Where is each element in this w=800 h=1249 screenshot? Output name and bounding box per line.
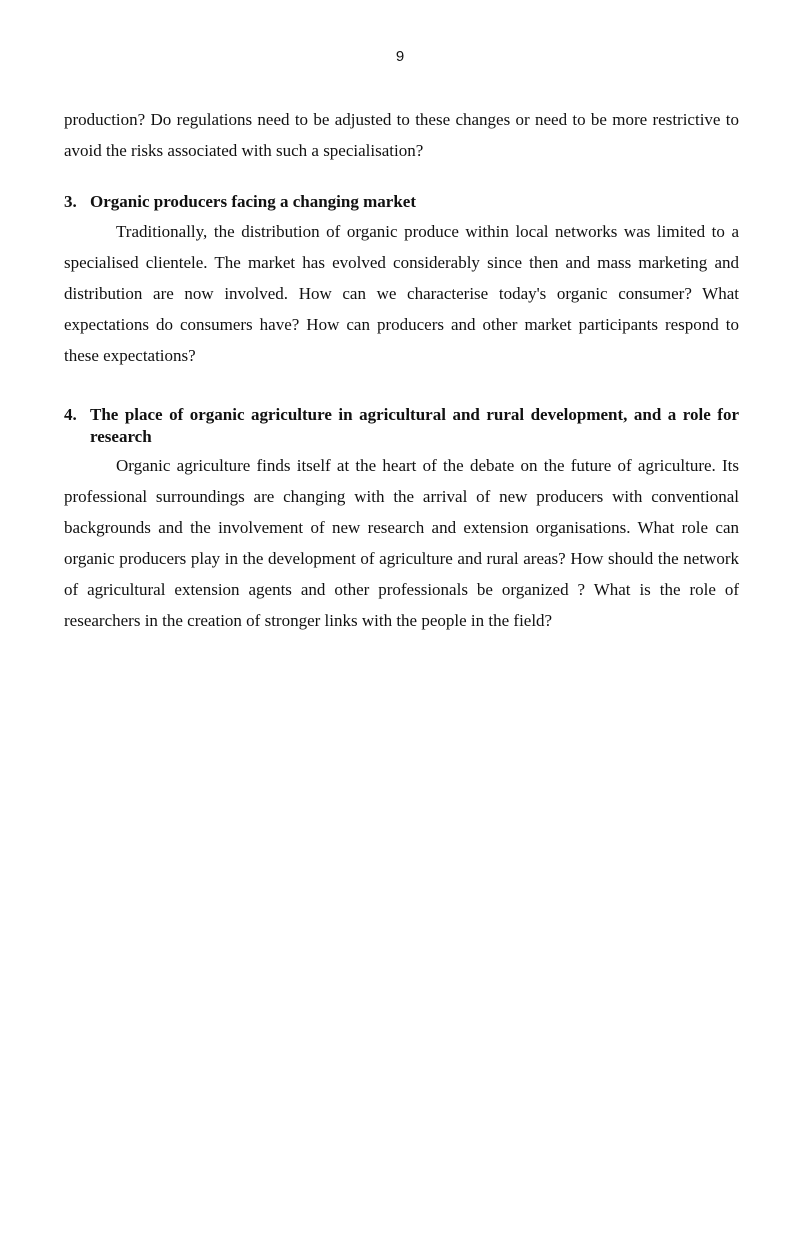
section-4 [64, 404, 739, 636]
section-3 [64, 188, 739, 371]
section-4-number: 4. [64, 405, 77, 424]
section-4-heading [64, 404, 739, 448]
section-4-title: The place of organic agriculture in agricultural and rural development, and a role for research [90, 405, 739, 446]
section-3-number: 3. [64, 192, 77, 211]
continuation-paragraph: production? Do regulations need to be adjusted to these changes or need to be more restrictive to avoid the risks associated with such a specialisation? [64, 110, 739, 160]
section-3-body: Traditionally, the distribution of organic produce within local networks was limited to a specialised clientele. The market has evolved considerably since then and mass marketing and distribution are now involved. How can we characterise today's organic consumer? What expectations do consumers have? How can producers and other market participants respond to these expectations? [64, 222, 739, 365]
section-3-title: Organic producers facing a changing market [90, 192, 416, 211]
continuation-paragraph-block [64, 104, 739, 166]
page-number: 9 [395, 48, 405, 65]
section-4-body: Organic agriculture finds itself at the heart of the debate on the future of agriculture. Its professional surroundings are changing with the arrival of new producers with conventional backgrounds and the involvement of new research and extension organisations. What role can organic producers play in the development of agriculture and rural areas? How should the network of agricultural extension agents and other professionals be organized ? What is the role of researchers in the creation of stronger links with the people in the field? [64, 456, 739, 630]
section-3-heading [64, 188, 739, 216]
